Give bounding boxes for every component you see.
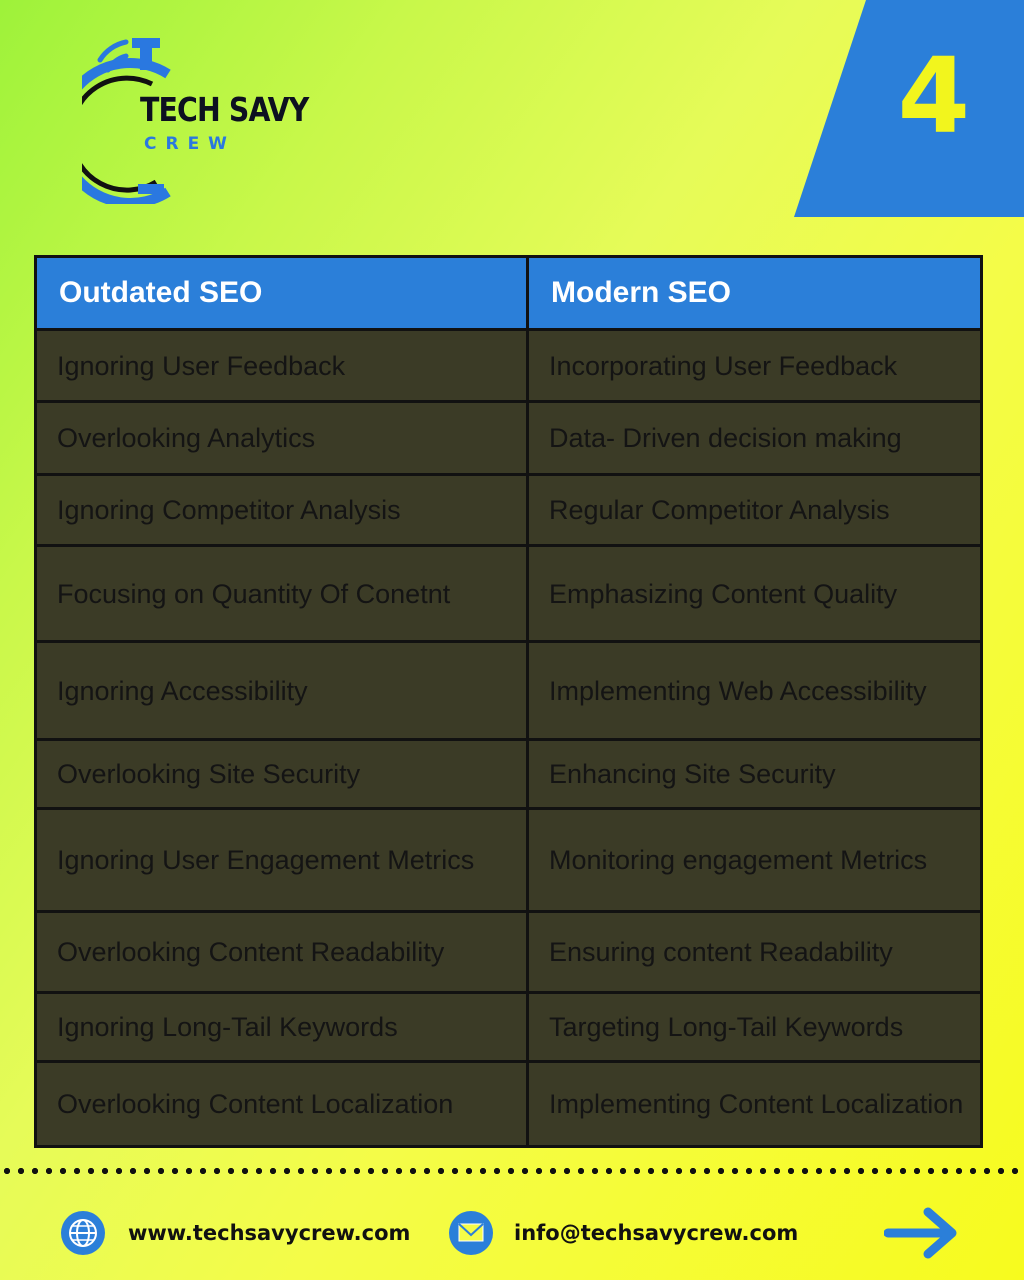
brand-sub: CREW (144, 134, 236, 154)
cell-modern: Emphasizing Content Quality (529, 547, 980, 640)
cell-modern: Implementing Content Localization (529, 1063, 980, 1145)
cell-outdated: Overlooking Content Readability (37, 913, 526, 991)
dotted-divider (0, 1168, 1024, 1174)
cell-outdated: Ignoring Accessibility (37, 643, 526, 738)
header-outdated-seo: Outdated SEO (37, 258, 526, 328)
cell-outdated: Overlooking Content Localization (37, 1063, 526, 1145)
brand-name: TECH SAVY (140, 90, 309, 129)
envelope-icon (448, 1210, 494, 1256)
email-link[interactable]: info@techsavycrew.com (514, 1221, 799, 1245)
page-number-badge (794, 0, 1024, 217)
cell-outdated: Ignoring Long-Tail Keywords (37, 994, 526, 1060)
cell-outdated: Overlooking Analytics (37, 403, 526, 473)
footer-website[interactable] (60, 1208, 410, 1258)
brand-logo (82, 34, 312, 204)
cell-outdated: Ignoring User Feedback (37, 331, 526, 400)
cell-modern: Enhancing Site Security (529, 741, 980, 807)
cell-modern: Data- Driven decision making (529, 403, 980, 473)
page-number: 4 (897, 35, 970, 157)
arrow-right-icon[interactable] (884, 1206, 960, 1260)
cell-modern: Targeting Long-Tail Keywords (529, 994, 980, 1060)
cell-outdated: Ignoring User Engagement Metrics (37, 810, 526, 910)
cell-modern: Regular Competitor Analysis (529, 476, 980, 544)
header-modern-seo: Modern SEO (529, 258, 980, 328)
globe-icon (60, 1210, 106, 1256)
cell-outdated: Focusing on Quantity Of Conetnt (37, 547, 526, 640)
footer-email[interactable] (448, 1208, 798, 1258)
cell-modern: Incorporating User Feedback (529, 331, 980, 400)
cell-outdated: Ignoring Competitor Analysis (37, 476, 526, 544)
cell-outdated: Overlooking Site Security (37, 741, 526, 807)
seo-comparison-table (34, 255, 983, 1148)
cell-modern: Monitoring engagement Metrics (529, 810, 980, 910)
cell-modern: Ensuring content Readability (529, 913, 980, 991)
cell-modern: Implementing Web Accessibility (529, 643, 980, 738)
website-link[interactable]: www.techsavycrew.com (128, 1221, 411, 1245)
